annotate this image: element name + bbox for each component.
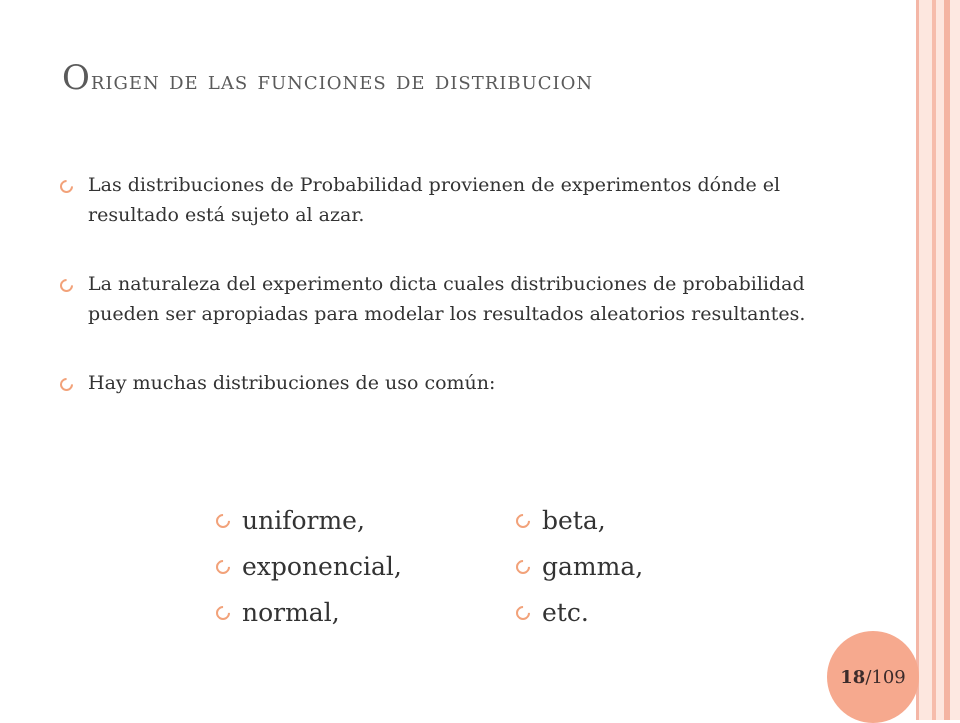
title-text: rigen de las funciones de distribucion [90, 66, 594, 96]
list-item [516, 590, 776, 636]
bullet-icon [213, 603, 233, 623]
decorative-stripe [919, 0, 932, 720]
list-item [516, 498, 776, 544]
bullet-icon [213, 557, 233, 577]
slide-title [62, 56, 842, 103]
page-total: /109 [865, 666, 906, 688]
bullet-icon [57, 276, 75, 294]
bullet-icon [513, 557, 533, 577]
bullet-item [60, 269, 820, 329]
bullet-item [60, 170, 820, 230]
bullet-icon [57, 375, 75, 393]
bullet-list [60, 170, 820, 398]
decorative-stripe [936, 0, 944, 720]
bullet-icon [513, 511, 533, 531]
item-text: normal, [242, 598, 340, 627]
bullet-icon [57, 177, 75, 195]
item-text: exponencial, [242, 552, 402, 581]
bullet-text: Hay muchas distribuciones de uso común: [88, 372, 496, 394]
distribution-list-left [216, 498, 476, 636]
bullet-icon [513, 603, 533, 623]
item-text: uniforme, [242, 506, 365, 535]
page-current: 18 [840, 666, 866, 688]
bullet-text: Las distribuciones de Probabilidad provienen de experimentos dónde el resultado está sujeto al azar. [88, 174, 781, 226]
page-number-badge [827, 631, 919, 723]
distribution-list-right [516, 498, 776, 636]
list-item [216, 544, 476, 590]
list-item [216, 498, 476, 544]
item-text: beta, [542, 506, 606, 535]
list-item [216, 590, 476, 636]
decorative-stripe [950, 0, 960, 720]
bullet-item [60, 368, 820, 398]
item-text: gamma, [542, 552, 644, 581]
bullet-text: La naturaleza del experimento dicta cuales distribuciones de probabilidad pueden ser apropiadas para modelar los resultados aleatorios resultantes. [88, 273, 806, 325]
list-item [516, 544, 776, 590]
item-text: etc. [542, 598, 589, 627]
title-first-letter: O [62, 58, 91, 98]
bullet-icon [213, 511, 233, 531]
